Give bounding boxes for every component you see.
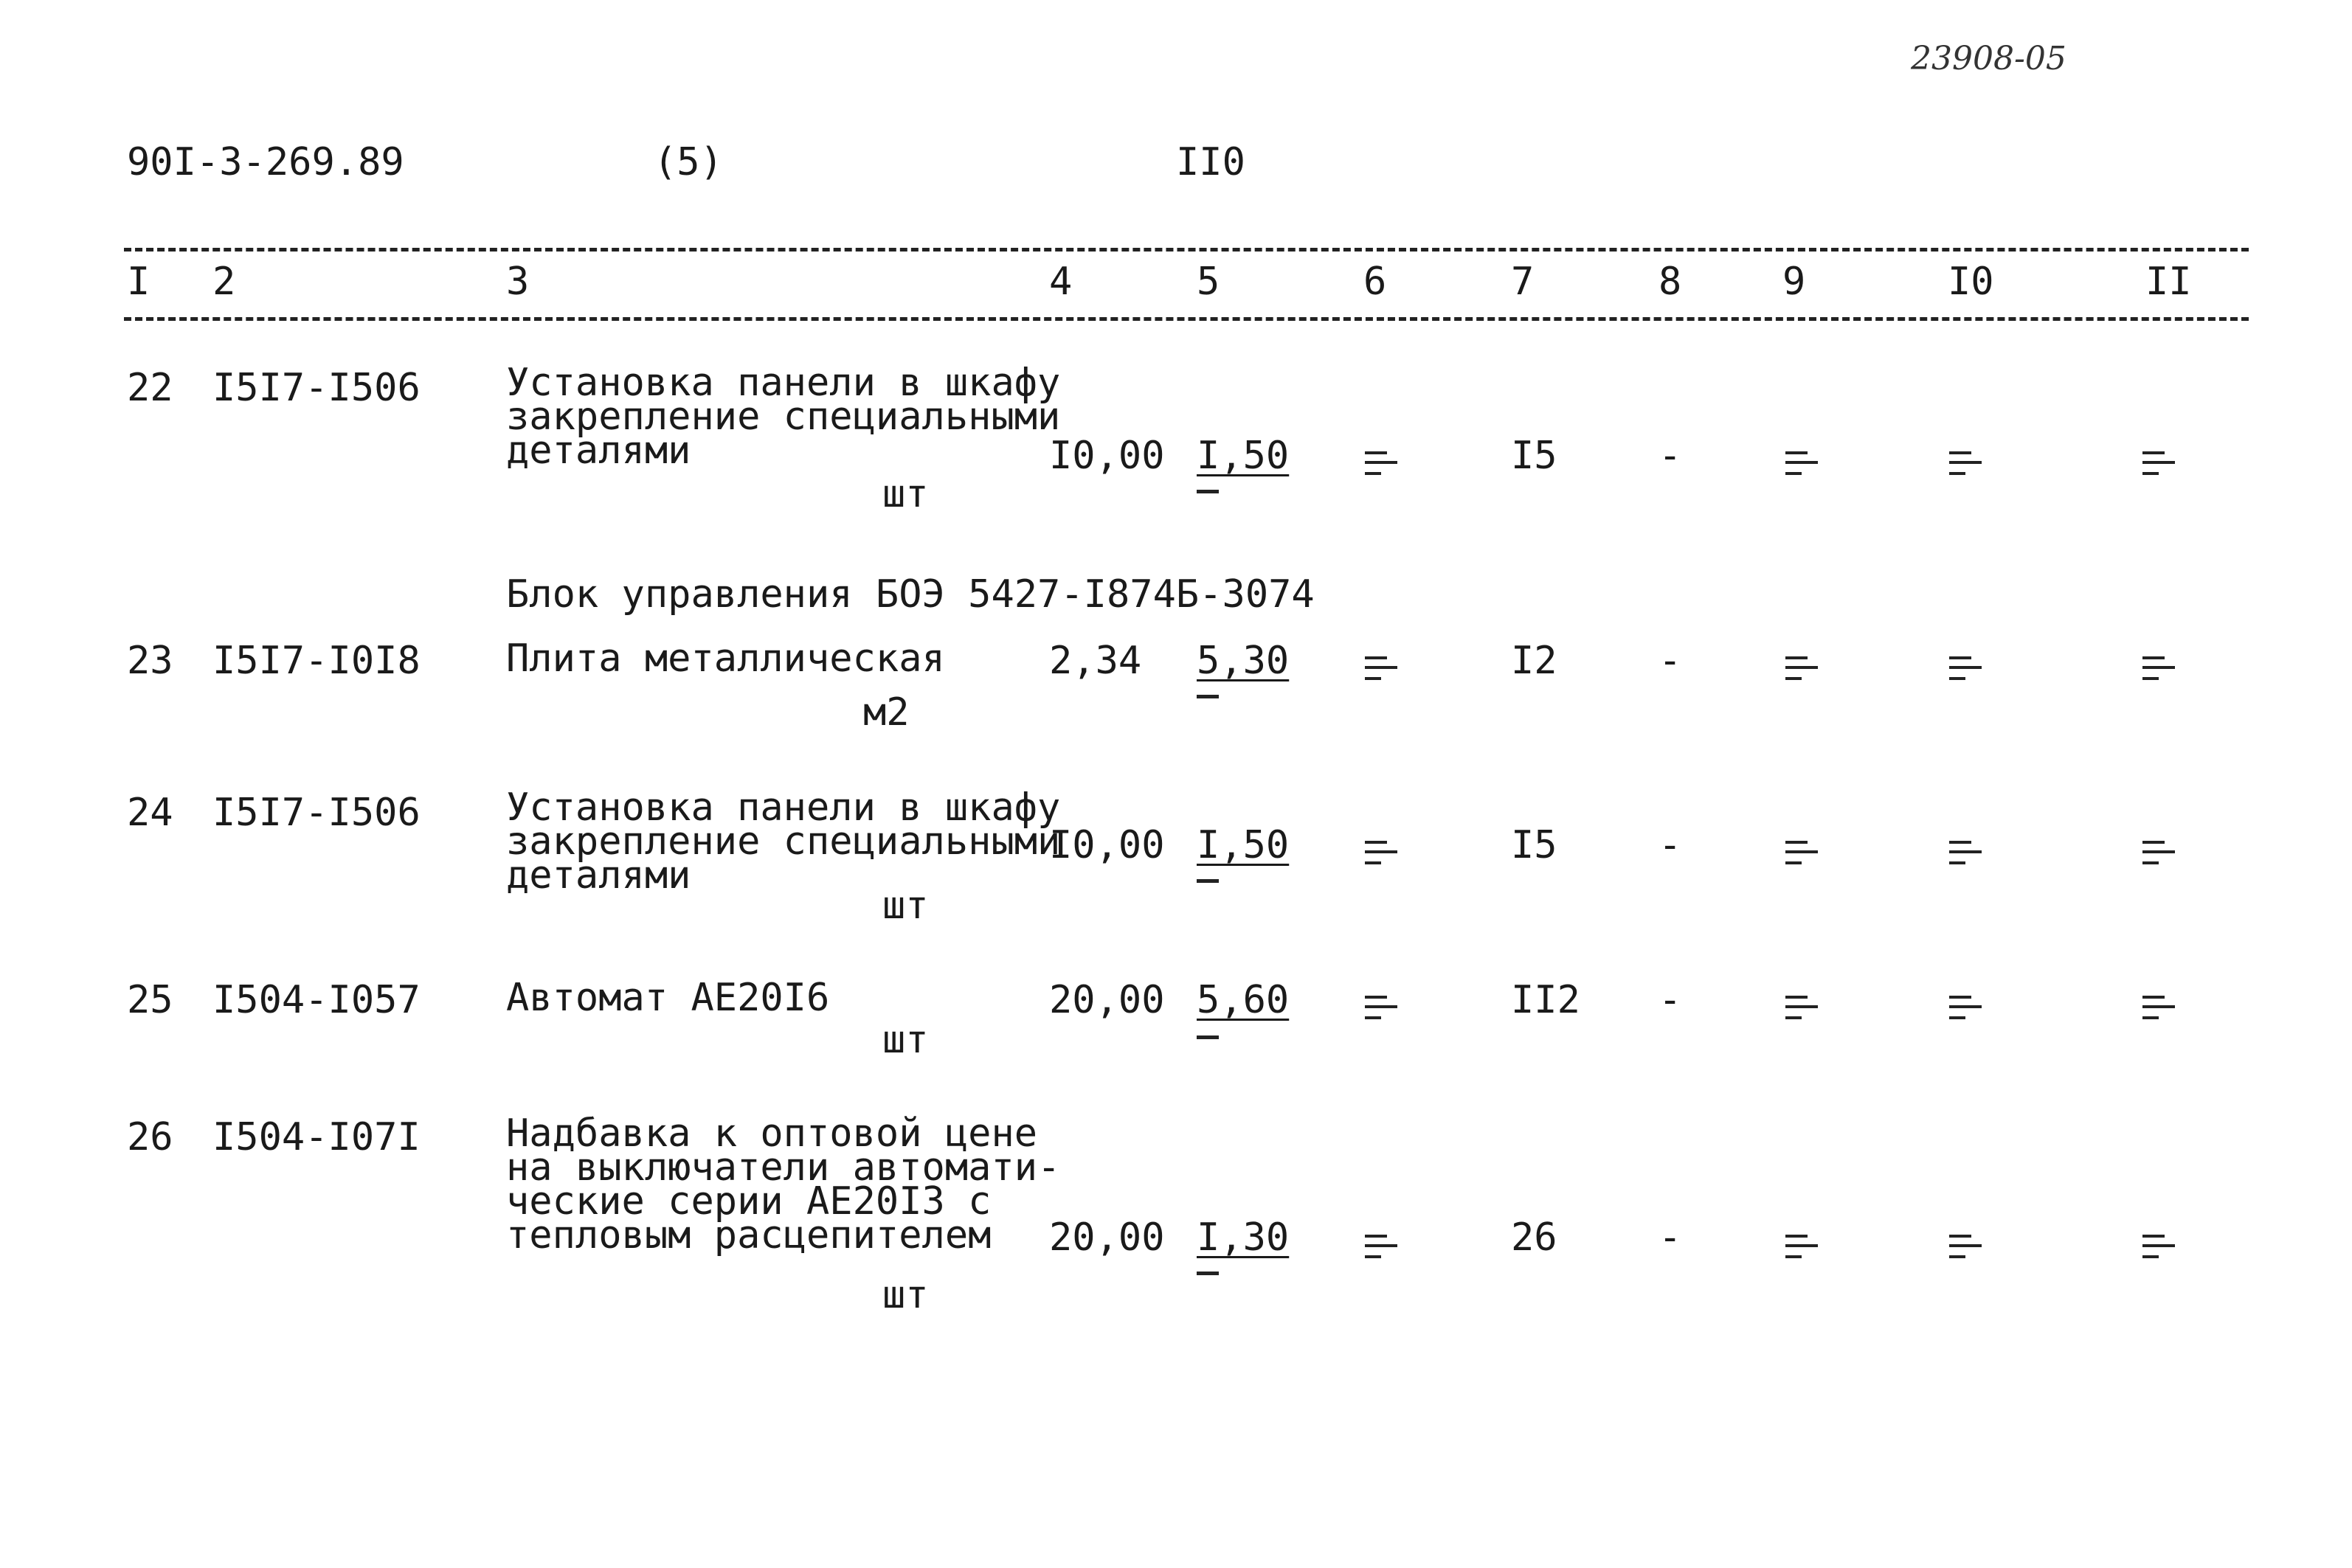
row-col7: I2 (1511, 639, 1557, 683)
row-number: 23 (127, 639, 173, 683)
section-number: (5) (654, 140, 723, 184)
row-unit: шт (882, 1018, 929, 1062)
row-code: I5I7-I506 (212, 791, 421, 835)
row-col8: - (1658, 434, 1682, 478)
ditto-mark-col6 (1365, 451, 1397, 481)
ditto-mark-col11 (2142, 841, 2175, 870)
column-header-2: 2 (212, 260, 236, 304)
row-unit: шт (882, 884, 929, 928)
column-header-4: 4 (1049, 260, 1073, 304)
row-unit: м2 (863, 690, 910, 735)
ditto-mark-col9 (1785, 451, 1818, 481)
ditto-mark-col10 (1949, 451, 1982, 481)
row-code: I504-I07I (212, 1115, 421, 1159)
row-col5: 5,30 (1197, 639, 1290, 683)
row-col8: - (1658, 639, 1682, 683)
row-description: Надбавка к оптовой цене на выключатели автомати- ческие серии АЕ20I3 с тепловым расцепителем (506, 1111, 1061, 1257)
column-header-10: I0 (1948, 260, 1994, 304)
ditto-mark-col10 (1949, 656, 1982, 686)
row-col8: - (1658, 978, 1682, 1022)
row-unit: шт (882, 1273, 929, 1317)
row-description: Плита металлическая (506, 636, 945, 681)
row-code: I5I7-I0I8 (212, 639, 421, 683)
row-col8: - (1658, 823, 1682, 867)
row-number: 24 (127, 791, 173, 835)
column-header-7: 7 (1511, 260, 1535, 304)
ditto-mark-col6 (1365, 656, 1397, 686)
row-col4: 20,00 (1049, 1215, 1165, 1260)
row-col4: I0,00 (1049, 823, 1165, 867)
ditto-dash (1197, 1035, 1219, 1039)
row-col5: 5,60 (1197, 978, 1290, 1022)
column-header-3: 3 (506, 260, 530, 304)
ditto-mark-col11 (2142, 656, 2175, 686)
page-number: II0 (1176, 140, 1245, 184)
ditto-mark-col9 (1785, 1235, 1818, 1264)
ditto-mark-col11 (2142, 1235, 2175, 1264)
group-title: Блок управления БОЭ 5427-I874Б-3074 (506, 572, 1315, 617)
row-number: 22 (127, 366, 173, 410)
column-header-5: 5 (1197, 260, 1220, 304)
ditto-mark-col10 (1949, 841, 1982, 870)
ditto-mark-col6 (1365, 996, 1397, 1025)
row-col4: I0,00 (1049, 434, 1165, 478)
row-col8: - (1658, 1215, 1682, 1260)
row-col5: I,30 (1197, 1215, 1290, 1260)
column-header-9: 9 (1782, 260, 1806, 304)
header-bottom-rule (124, 317, 2249, 321)
row-code: I5I7-I506 (212, 366, 421, 410)
column-header-11: II (2145, 260, 2192, 304)
archive-number-handwritten: 23908-05 (1911, 40, 2066, 77)
ditto-mark-col6 (1365, 1235, 1397, 1264)
column-header-1: I (127, 260, 151, 304)
ditto-mark-col11 (2142, 996, 2175, 1025)
row-number: 26 (127, 1115, 173, 1159)
ditto-mark-col9 (1785, 996, 1818, 1025)
ditto-dash (1197, 1272, 1219, 1275)
ditto-mark-col6 (1365, 841, 1397, 870)
document-number: 90I-3-269.89 (127, 140, 404, 184)
row-col4: 20,00 (1049, 978, 1165, 1022)
row-col7: 26 (1511, 1215, 1557, 1260)
row-description: Установка панели в шкафу закрепление специальными деталями (506, 361, 1061, 473)
row-col5: I,50 (1197, 823, 1290, 867)
row-col7: I5 (1511, 823, 1557, 867)
row-description: Установка панели в шкафу закрепление специальными деталями (506, 785, 1061, 898)
row-unit: шт (882, 472, 929, 516)
column-header-8: 8 (1658, 260, 1682, 304)
row-col5: I,50 (1197, 434, 1290, 478)
ditto-mark-col9 (1785, 656, 1818, 686)
row-number: 25 (127, 978, 173, 1022)
row-col4: 2,34 (1049, 639, 1142, 683)
ditto-mark-col9 (1785, 841, 1818, 870)
ditto-mark-col11 (2142, 451, 2175, 481)
row-col7: II2 (1511, 978, 1580, 1022)
ditto-dash (1197, 695, 1219, 698)
column-header-6: 6 (1363, 260, 1387, 304)
row-code: I504-I057 (212, 978, 421, 1022)
row-col7: I5 (1511, 434, 1557, 478)
ditto-dash (1197, 490, 1219, 493)
ditto-mark-col10 (1949, 1235, 1982, 1264)
row-description: Автомат АЕ20I6 (506, 976, 830, 1020)
ditto-dash (1197, 879, 1219, 883)
header-top-rule (124, 248, 2249, 251)
ditto-mark-col10 (1949, 996, 1982, 1025)
